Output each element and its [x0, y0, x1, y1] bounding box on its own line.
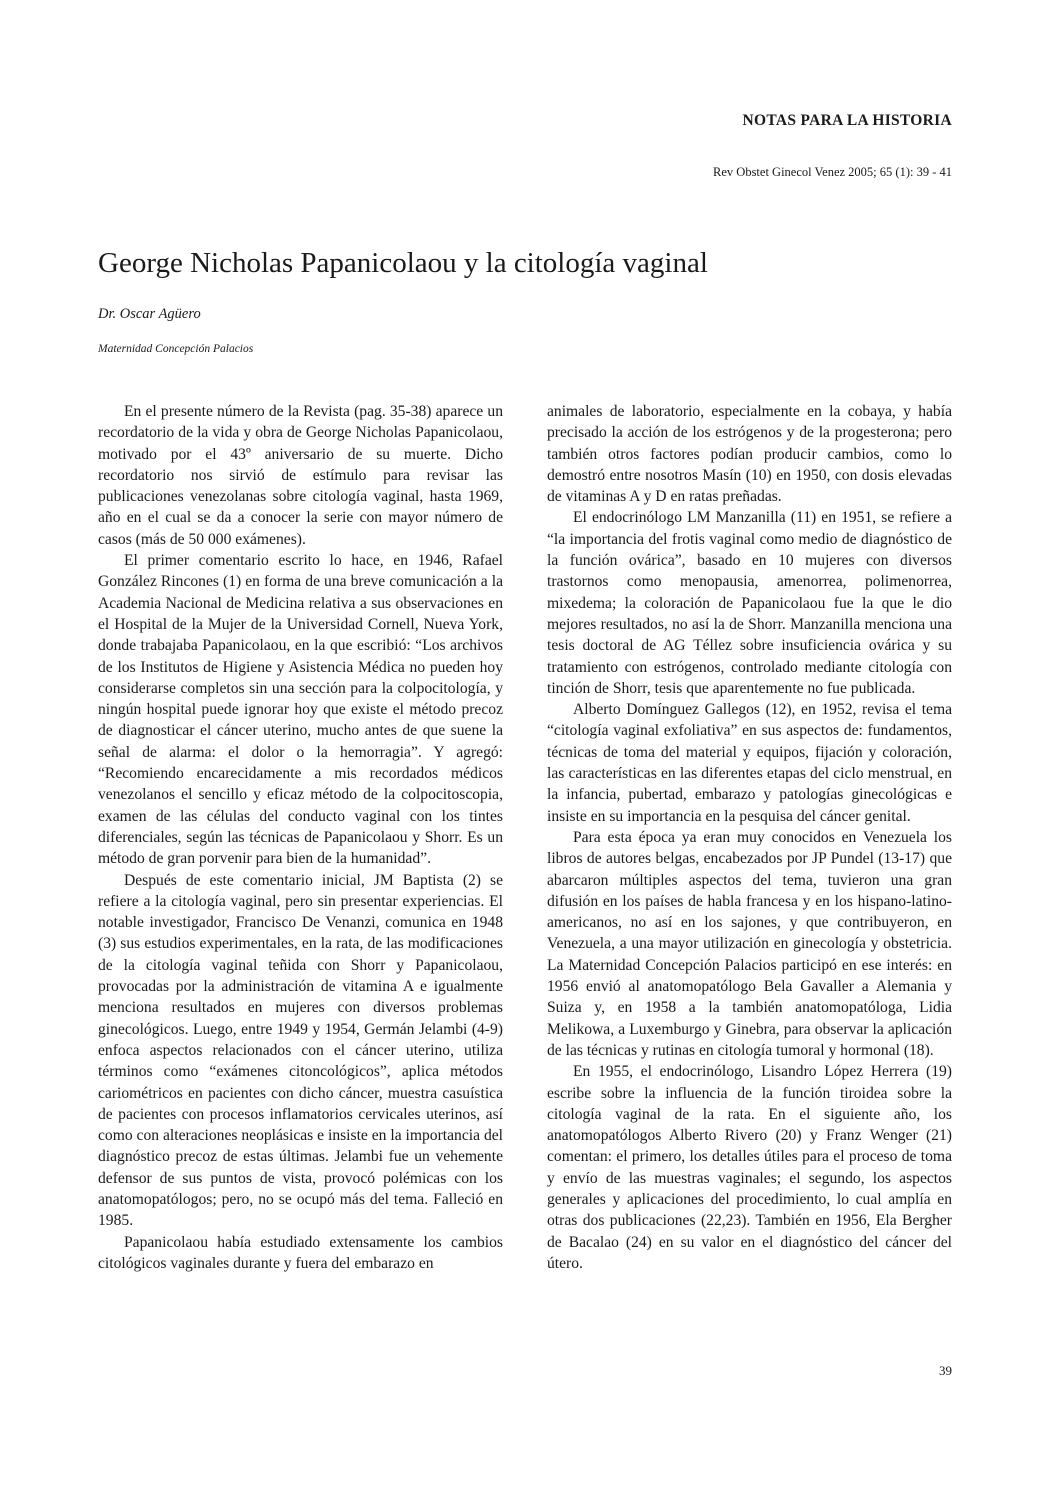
- page-number: 39: [939, 1363, 952, 1378]
- author-affiliation: Maternidad Concepción Palacios: [98, 343, 254, 355]
- body-column-right: [547, 401, 952, 1274]
- paragraph: Papanicolaou había estudiado extensamente los cambios citológicos vaginales durante y fuera del embarazo en: [98, 1233, 503, 1272]
- article-title: George Nicholas Papanicolaou y la citología vaginal: [98, 247, 708, 279]
- section-label: NOTAS PARA LA HISTORIA: [742, 112, 952, 129]
- paragraph: El primer comentario escrito lo hace, en 1946, Rafael González Rincones (1) en forma de una breve comunicación a la Academia Nacional de Medicina relativa a sus observaciones en el Hospital de la Mujer de la Universidad Cornell, Nueva York, donde trabajaba Papanicolaou, en la que escribió: “Los archivos de los Institutos de Higiene y Asistencia Médica no pueden hoy considerarse completos sin una sección para la colpocitología, y ningún hospital puede ignorar hoy que existe el método precoz de diagnosticar el cáncer uterino, mucho antes de que suene la señal de alarma: el dolor o la hemorragia”. Y agregó: “Recomiendo encarecidamente a mis recordados médicos venezolanos el sencillo y eficaz método de la colpocitoscopia, examen de las células del conducto vaginal con los tintes diferenciales, según las técnicas de Papanicolaou y Shorr. Es un método de gran porvenir para bien de la humanidad”.: [98, 552, 503, 868]
- paragraph: Alberto Domínguez Gallegos (12), en 1952, revisa el tema “citología vaginal exfoliativa” en sus aspectos de: fundamentos, técnicas de toma del material y equipos, fijación y coloración, las características en las diferentes etapas del ciclo menstrual, en la infancia, pubertad, embarazo y patologías ginecológicas e insiste en su importancia en la pesquisa del cáncer genital.: [547, 701, 952, 825]
- paragraph: En 1955, el endocrinólogo, Lisandro López Herrera (19) escribe sobre la influencia de la función tiroidea sobre la citología vaginal de la rata. En el siguiente año, los anatomopatólogos Alberto Rivero (20) y Franz Wenger (21) comentan: el primero, los detalles útiles para el proceso de toma y envío de las muestras vaginales; el segundo, los aspectos generales y aplicaciones del procedimiento, lo cual amplía en otras dos publicaciones (22,23). También en 1956, Ela Bergher de Bacalao (24) en su valor en el diagnóstico del cáncer del útero.: [547, 1063, 952, 1272]
- body-column-left: [98, 401, 503, 1274]
- paragraph: El endocrinólogo LM Manzanilla (11) en 1951, se refiere a “la importancia del frotis vaginal como medio de diagnóstico de la función ovárica”, basado en 10 mujeres con diversos trastornos como menopausia, amenorrea, polimenorrea, mixedema; la coloración de Papanicolaou fue la que le dio mejores resultados, no así la de Shorr. Manzanilla menciona una tesis doctoral de AG Téllez sobre insuficiencia ovárica y su tratamiento con estrógenos, controlado mediante citología con tinción de Shorr, tesis que aparentemente no fue publicada.: [547, 509, 952, 697]
- paragraph: En el presente número de la Revista (pag. 35-38) aparece un recordatorio de la vida y obra de George Nicholas Papanicolaou, motivado por el 43º aniversario de su muerte. Dicho recordatorio nos sirvió de estímulo para revisar las publicaciones venezolanas sobre citología vaginal, hasta 1969, año en el cual se da a conocer la serie con mayor número de casos (más de 50 000 exámenes).: [98, 403, 503, 548]
- paragraph: Después de este comentario inicial, JM Baptista (2) se refiere a la citología vaginal, pero sin presentar experiencias. El notable investigador, Francisco De Venanzi, comunica en 1948 (3) sus estudios experimentales, en la rata, de las modificaciones de la citología vaginal teñida con Shorr y Papanicolaou, provocadas por la administración de vitamina A e igualmente menciona resultados en mujeres con diversos problemas ginecológicos. Luego, entre 1949 y 1954, Germán Jelambi (4-9) enfoca aspectos relacionados con el cáncer uterino, utiliza términos como “exámenes citoncológicos”, aplica métodos cariométricos en pacientes con dicho cáncer, muestra casuística de pacientes con procesos inflamatorios cervicales uterinos, así como con alteraciones neoplásicas e insiste en la importancia del diagnóstico precoz de estas últimas. Jelambi fue un vehemente defensor de sus puntos de vista, provocó polémicas con los anatomopatólogos; pero, no se ocupó más del tema. Falleció en 1985.: [98, 871, 503, 1230]
- paragraph-continued: animales de laboratorio, especialmente en la cobaya, y había precisado la acción de los estrógenos y de la progesterona; pero también otros factores podían producir cambios, como lo demostró entre nosotros Masín (10) en 1950, con dosis elevadas de vitaminas A y D en ratas preñadas.: [547, 403, 952, 506]
- paragraph: Para esta época ya eran muy conocidos en Venezuela los libros de autores belgas, encabezados por JP Pundel (13-17) que abarcaron múltiples aspectos del tema, tuvieron una gran difusión en los países de habla francesa y en los hispano-latino-americanos, no así en los sajones, y que contribuyeron, en Venezuela, a una mayor utilización en ginecología y obstetricia. La Maternidad Concepción Palacios participó en ese interés: en 1956 envió al anatomopatólogo Bela Gavaller a Alemania y Suiza y, en 1958 a la también anatomopatóloga, Lidia Melikowa, a Luxemburgo y Ginebra, para observar la aplicación de las técnicas y rutinas en citología tumoral y hormonal (18).: [547, 828, 952, 1059]
- journal-citation: Rev Obstet Ginecol Venez 2005; 65 (1): 39 - 41: [713, 165, 952, 179]
- article-author: Dr. Oscar Agüero: [98, 306, 201, 322]
